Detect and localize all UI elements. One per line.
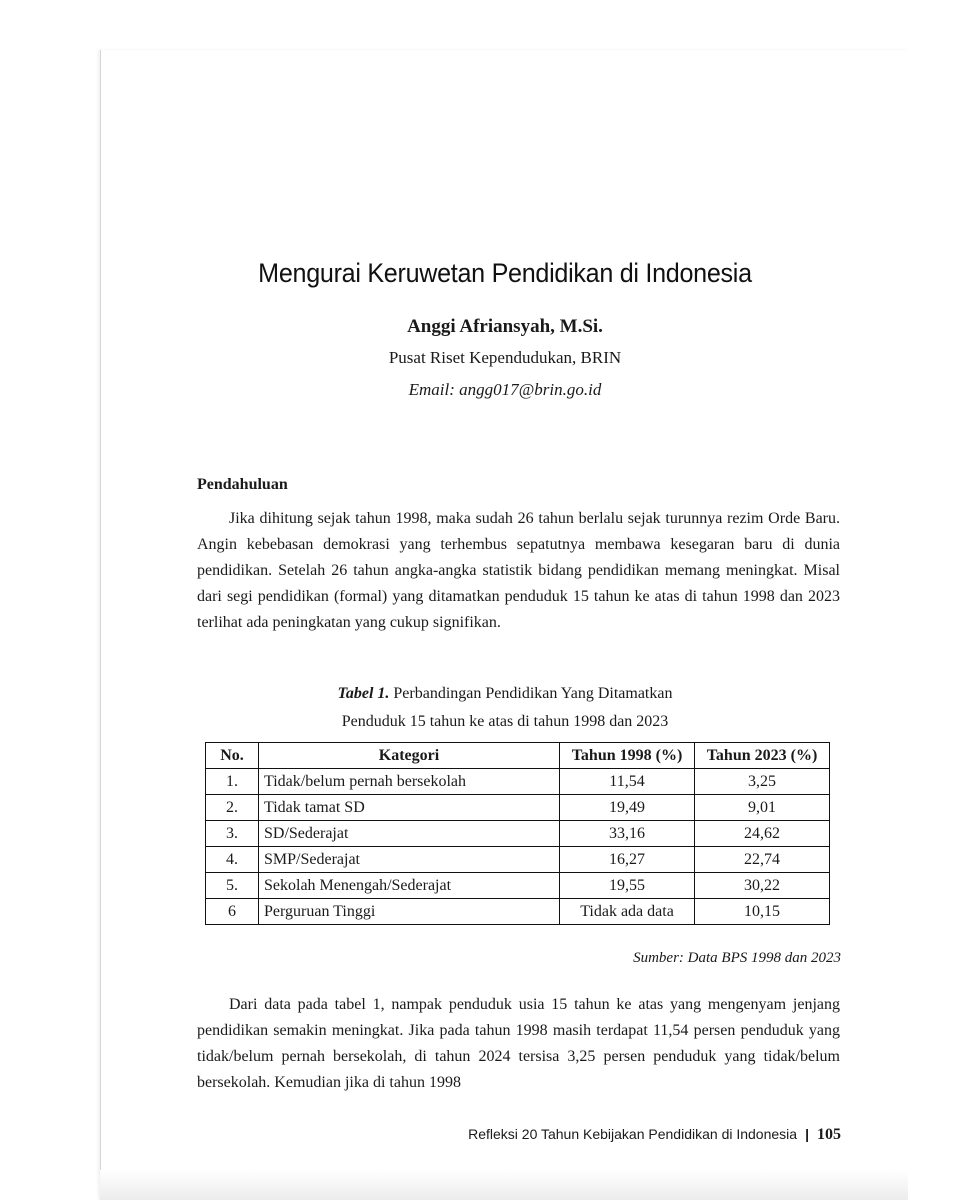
table-row: [206, 795, 830, 821]
table-header-row: [206, 743, 830, 769]
table-row: [206, 899, 830, 925]
table-caption-line-1: [101, 680, 909, 708]
page-bottom-shadow: [100, 1170, 908, 1200]
cell-kategori: Perguruan Tinggi: [259, 899, 560, 925]
table-row: [206, 769, 830, 795]
viewer-background: [0, 0, 100, 1200]
cell-2023: 9,01: [695, 795, 830, 821]
cell-2023: 10,15: [695, 899, 830, 925]
cell-kategori: SD/Sederajat: [259, 821, 560, 847]
header-kategori: Kategori: [259, 743, 560, 769]
page-footer: [101, 1126, 841, 1144]
cell-1998: 19,55: [560, 873, 695, 899]
cell-kategori: Tidak tamat SD: [259, 795, 560, 821]
cell-2023: 3,25: [695, 769, 830, 795]
cell-1998: 11,54: [560, 769, 695, 795]
footer-book-title: Refleksi 20 Tahun Kebijakan Pendidikan di Indonesia: [468, 1126, 798, 1142]
article-title: Mengurai Keruwetan Pendidikan di Indonesia: [258, 258, 752, 288]
cell-1998: 33,16: [560, 821, 695, 847]
table-caption-label: Tabel 1.: [337, 685, 390, 702]
table-row: [206, 847, 830, 873]
table-source: Sumber: Data BPS 1998 dan 2023: [633, 950, 841, 966]
cell-no: 1.: [206, 769, 259, 795]
cell-2023: 22,74: [695, 847, 830, 873]
table-row: [206, 873, 830, 899]
table-caption-line-2: Penduduk 15 tahun ke atas di tahun 1998 dan 2023: [341, 713, 669, 730]
page-number: 105: [817, 1126, 841, 1143]
section-heading: Pendahuluan: [197, 476, 288, 493]
cell-no: 5.: [206, 873, 259, 899]
header-tahun-2023: Tahun 2023 (%): [695, 743, 830, 769]
cell-2023: 30,22: [695, 873, 830, 899]
cell-kategori: Tidak/belum pernah bersekolah: [259, 769, 560, 795]
cell-1998: 16,27: [560, 847, 695, 873]
intro-paragraph: Jika dihitung sejak tahun 1998, maka sudah 26 tahun berlalu sejak turunnya rezim Orde Baru. Angin kebebasan demokrasi yang terhembus sepatutnya membawa kesegaran baru di dunia pendidikan. Setelah 26 tahun angka-angka statistik bidang pendidikan memang meningkat. Misal dari segi pendidikan (formal) yang ditamatkan penduduk 15 tahun ke atas di tahun 1998 dan 2023 terlihat ada peningkatan yang cukup signifikan.: [197, 510, 840, 631]
cell-kategori: Sekolah Menengah/Sederajat: [259, 873, 560, 899]
author-email: Email: angg017@brin.go.id: [408, 380, 602, 399]
document-page: [100, 50, 909, 1200]
cell-1998: Tidak ada data: [560, 899, 695, 925]
table-row: [206, 821, 830, 847]
footer-separator: |: [805, 1126, 809, 1142]
cell-no: 2.: [206, 795, 259, 821]
education-table: [205, 742, 830, 925]
author-name: Anggi Afriansyah, M.Si.: [407, 316, 603, 337]
table-caption-text: Perbandingan Pendidikan Yang Ditamatkan: [393, 685, 673, 702]
header-no: No.: [206, 743, 259, 769]
cell-no: 4.: [206, 847, 259, 873]
header-tahun-1998: Tahun 1998 (%): [560, 743, 695, 769]
table-caption: [101, 680, 909, 736]
cell-no: 3.: [206, 821, 259, 847]
cell-1998: 19,49: [560, 795, 695, 821]
body-paragraph: Dari data pada tabel 1, nampak penduduk usia 15 tahun ke atas yang mengenyam jenjang pendidikan semakin meningkat. Jika pada tahun 1998 masih terdapat 11,54 persen penduduk yang tidak/belum pernah bersekolah, di tahun 2024 tersisa 3,25 persen penduduk yang tidak/belum bersekolah. Kemudian jika di tahun 1998: [197, 996, 840, 1091]
cell-2023: 24,62: [695, 821, 830, 847]
author-affiliation: Pusat Riset Kependudukan, BRIN: [388, 348, 622, 367]
cell-no: 6: [206, 899, 259, 925]
cell-kategori: SMP/Sederajat: [259, 847, 560, 873]
